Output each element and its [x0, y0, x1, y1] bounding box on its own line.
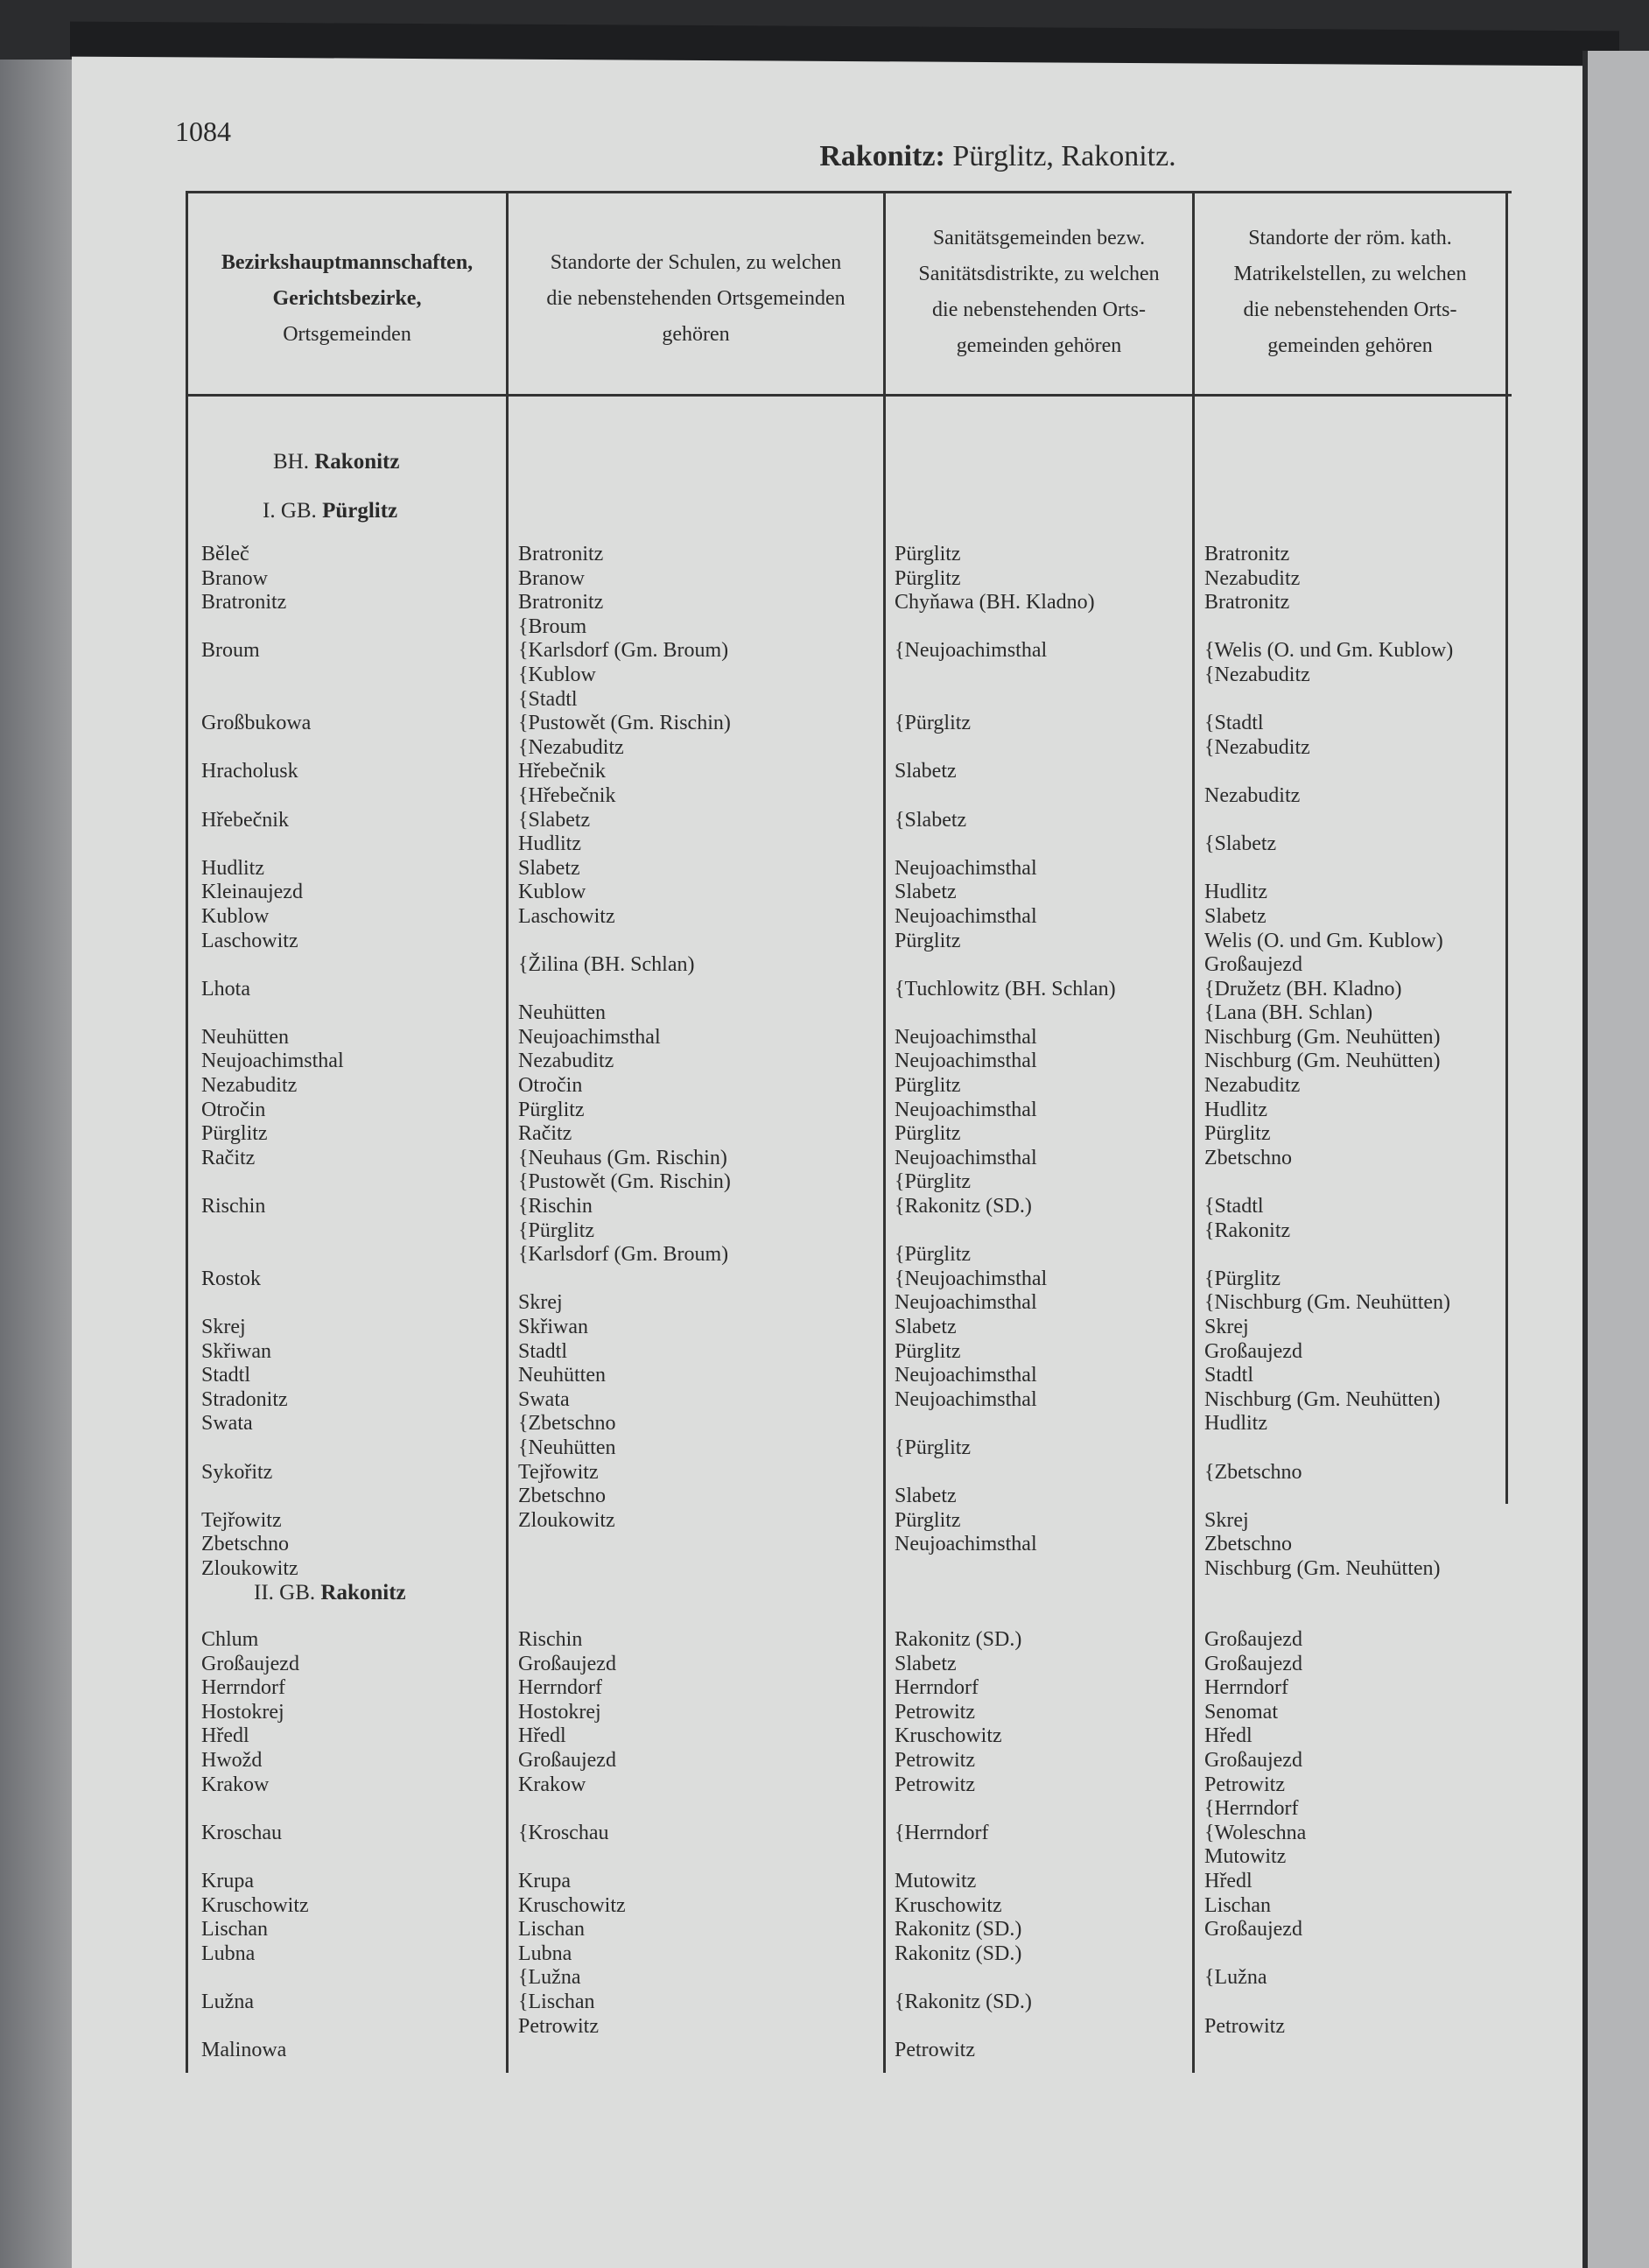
table-cell: {Slabetz [518, 808, 591, 832]
table-cell: Pürglitz [1204, 1122, 1271, 1146]
table-cell: Lischan [518, 1918, 585, 1941]
table-cell: Skrej [518, 1291, 563, 1315]
table-cell: {Pürglitz [518, 1218, 595, 1242]
table-cell: {Rakonitz [1204, 1218, 1291, 1242]
table-cell: Zloukowitz [518, 1508, 615, 1532]
table-cell: Neujoachimsthal [895, 1533, 1037, 1556]
table-cell: {Neuhaus (Gm. Rischin) [518, 1146, 727, 1169]
table-cell: Kroschau [201, 1821, 282, 1844]
table-cell: {Broum [518, 614, 587, 638]
table-left-rule [186, 191, 188, 2073]
sec1-col-schulen [518, 543, 731, 1533]
table-cell: Lhota [201, 977, 250, 1001]
table-cell: Neuhütten [518, 1364, 606, 1387]
table-cell: Skrej [201, 1316, 246, 1338]
table-cell: Hředl [1204, 1869, 1253, 1892]
table-cell: {Stadtl [1204, 712, 1264, 735]
table-cell: {Rakonitz (SD.) [895, 1990, 1032, 2013]
table-cell: {Lužna [518, 1966, 581, 1990]
table-cell: Bratronitz [1204, 543, 1290, 565]
table-cell: Tejřowitz [201, 1508, 282, 1532]
table-cell: Hudlitz [518, 832, 581, 856]
table-cell: Rischin [518, 1628, 583, 1651]
table-cell [201, 1001, 344, 1026]
table-cell: Pürglitz [895, 543, 961, 565]
table-cell: Lischan [1204, 1893, 1271, 1917]
table-cell: Petrowitz [895, 1748, 975, 1772]
table-cell: Rakonitz (SD.) [895, 1628, 1022, 1651]
table-cell [895, 615, 1116, 640]
table-cell: Skrej [1204, 1316, 1249, 1338]
table-cell: Zbetschno [518, 1485, 606, 1508]
table-cell: Neujoachimsthal [518, 1025, 661, 1049]
table-cell: Hwožd [201, 1748, 263, 1772]
header-col2: Standorte der Schulen, zu welchen die nebenstehenden Ortsgemeinden gehören [546, 251, 846, 346]
table-cell: Rostok [201, 1267, 262, 1290]
table-cell: Zbetschno [1204, 1533, 1292, 1556]
table-cell [518, 1267, 731, 1292]
table-cell: {Neujoachimsthal [895, 639, 1048, 663]
table-cell: Nischburg (Gm. Neuhütten) [1204, 1025, 1441, 1049]
table-cell: {Pürglitz [895, 1170, 972, 1194]
table-cell: Nezabuditz [518, 1050, 614, 1073]
sec1-col-matrikel [1204, 543, 1453, 1582]
table-cell: {Kroschau [518, 1821, 609, 1844]
table-cell: Slabetz [1204, 904, 1267, 928]
table-cell: Kruschowitz [518, 1893, 626, 1917]
table-cell: Malinowa [201, 2039, 287, 2062]
table-cell: Mutowitz [1204, 1845, 1287, 1869]
table-cell [518, 978, 731, 1002]
table-cell: Hřebečnik [201, 808, 289, 832]
table-cell: Kruschowitz [895, 1724, 1002, 1748]
table-cell: Großaujezd [518, 1748, 616, 1772]
page-number: 1084 [175, 116, 231, 147]
table-cell: Pürglitz [895, 1508, 961, 1532]
sec2-col-schulen [518, 1628, 626, 2039]
table-cell [895, 688, 1116, 713]
table-cell: {Karlsdorf (Gm. Broum) [518, 1243, 729, 1267]
table-cell [1204, 688, 1453, 713]
table-cell [895, 1845, 1032, 1870]
table-cell: {Nezabuditz [1204, 735, 1310, 759]
table-cell [201, 1485, 344, 1509]
table-cell: {Neujoachimsthal [895, 1267, 1048, 1290]
table-cell: Großaujezd [1204, 1652, 1302, 1675]
table-cell [895, 1219, 1116, 1244]
table-cell: Krupa [201, 1869, 254, 1892]
table-cell [201, 615, 344, 640]
table-cell: Herrndorf [518, 1676, 602, 1700]
table-cell: {Lužna [1204, 1966, 1267, 1990]
table-cell: Großaujezd [1204, 1628, 1302, 1651]
table-cell: {Nischburg (Gm. Neuhütten) [1204, 1291, 1451, 1315]
table-cell: Laschowitz [518, 904, 615, 928]
table-cell: Nischburg (Gm. Neuhütten) [1204, 1556, 1441, 1580]
table-cell [895, 1966, 1032, 1991]
table-cell: {Karlsdorf (Gm. Broum) [518, 639, 729, 663]
table-cell: Hředl [1204, 1724, 1253, 1748]
table-cell [201, 1966, 309, 1991]
table-cell [201, 664, 344, 688]
table-cell: {Rakonitz (SD.) [895, 1195, 1032, 1218]
table-cell: Neujoachimsthal [895, 856, 1037, 880]
table-cell: Slabetz [895, 760, 957, 783]
table-cell [1204, 615, 1453, 640]
table-cell: Račitz [518, 1122, 572, 1146]
table-cell [895, 1412, 1116, 1436]
table-cell: Herrndorf [1204, 1676, 1288, 1700]
sec1-col-ortsgemeinden [201, 543, 344, 1582]
table-cell: Branow [201, 566, 268, 590]
table-cell [201, 2015, 309, 2040]
table-cell: {Pustowět (Gm. Rischin) [518, 712, 731, 735]
table-cell: Chlum [201, 1628, 259, 1651]
table-cell: Kublow [518, 881, 586, 904]
table-cell: {Pürglitz [1204, 1267, 1281, 1290]
table-cell: Zbetschno [1204, 1146, 1292, 1169]
table-cell [895, 1797, 1032, 1822]
table-cell: Hředl [518, 1724, 566, 1748]
table-cell: Pürglitz [895, 1339, 961, 1363]
table-cell: {Nezabuditz [1204, 663, 1310, 686]
table-cell: {Pürglitz [895, 1243, 972, 1267]
table-cell: {Lana (BH. Schlan) [1204, 1001, 1373, 1025]
table-cell: Petrowitz [895, 1773, 975, 1796]
table-cell: Krakow [518, 1773, 586, 1796]
table-cell: Otročin [201, 1098, 266, 1121]
table-cell: Kublow [201, 904, 270, 928]
table-cell: Slabetz [895, 1316, 957, 1338]
table-cell: Lubna [201, 1941, 256, 1965]
table-cell: Pürglitz [518, 1098, 585, 1121]
running-head: Rakonitz: Pürglitz, Rakonitz. [819, 140, 1176, 172]
table-cell: {Tuchlowitz (BH. Schlan) [895, 977, 1116, 1001]
table-cell: Neujoachimsthal [895, 1146, 1037, 1169]
table-cell: {Pürglitz [895, 712, 972, 735]
table-cell [1204, 1991, 1306, 2015]
table-cell: {Slabetz [895, 808, 967, 832]
table-cell: {Woleschna [1204, 1821, 1307, 1844]
table-cell [518, 1845, 626, 1870]
left-edge [0, 0, 72, 2268]
table-cell: Branow [518, 566, 585, 590]
table-cell [895, 736, 1116, 761]
table-cell: Rakonitz (SD.) [895, 1941, 1022, 1965]
table-cell: Krupa [518, 1869, 571, 1892]
table-cell: Pürglitz [895, 566, 961, 590]
table-cell [518, 1797, 626, 1822]
table-cell: Nezabuditz [1204, 566, 1301, 590]
header-bottom-rule [186, 394, 1512, 397]
table-cell [1204, 1243, 1453, 1267]
table-cell [201, 1291, 344, 1316]
table-cell: {Zbetschno [1204, 1460, 1302, 1484]
table-cell: Herrndorf [201, 1676, 285, 1700]
table-cell [895, 1001, 1116, 1026]
table-cell: Großaujezd [1204, 1339, 1302, 1363]
table-cell: Pürglitz [201, 1122, 268, 1146]
table-cell: Petrowitz [895, 2039, 975, 2062]
table-cell: Hostokrej [518, 1700, 601, 1724]
table-cell: Broum [201, 639, 260, 663]
table-cell: Hředl [201, 1724, 249, 1748]
table-cell: Hudlitz [1204, 1412, 1267, 1436]
table-cell: Hostokrej [201, 1700, 284, 1724]
table-cell: Nezabuditz [1204, 783, 1301, 807]
table-cell: Rakonitz (SD.) [895, 1918, 1022, 1941]
table-cell: Stradonitz [201, 1387, 288, 1411]
table-cell: Lischan [201, 1918, 268, 1941]
table-right-rule [1505, 191, 1508, 1504]
table-cell: {Nezabuditz [518, 735, 624, 759]
table-cell: Hudlitz [201, 856, 264, 880]
table-cell: Herrndorf [895, 1676, 979, 1700]
table-cell: Tejřowitz [518, 1460, 599, 1484]
table-cell: Hudlitz [1204, 1098, 1267, 1121]
table-cell: Nischburg (Gm. Neuhütten) [1204, 1387, 1441, 1411]
table-cell: Petrowitz [1204, 1773, 1285, 1796]
table-cell: Swata [518, 1387, 570, 1411]
table-cell: Mutowitz [895, 1869, 977, 1892]
table-cell [895, 784, 1116, 809]
table-cell: Großaujezd [201, 1652, 299, 1675]
table-cell: {Stadtl [1204, 1195, 1264, 1218]
sec2-col-ortsgemeinden [201, 1628, 309, 2063]
col-rule-1 [506, 191, 509, 2073]
table-cell: Neujoachimsthal [201, 1050, 344, 1073]
table-cell: Slabetz [895, 881, 957, 904]
table-cell: Petrowitz [1204, 2014, 1285, 2038]
table-cell [1204, 809, 1453, 833]
table-cell: {Welis (O. und Gm. Kublow) [1204, 639, 1454, 663]
table-cell: Neujoachimsthal [895, 1387, 1037, 1411]
gb2-heading: II. GB. Rakonitz [254, 1581, 406, 1604]
table-cell [895, 832, 1116, 857]
table-cell [895, 664, 1116, 688]
table-cell: Großaujezd [1204, 1918, 1302, 1941]
table-cell: Stadtl [518, 1339, 568, 1363]
table-cell: Otročin [518, 1074, 583, 1098]
table-cell: Stadtl [201, 1364, 251, 1387]
table-cell: Welis (O. und Gm. Kublow) [1204, 929, 1443, 952]
table-cell: Stadtl [1204, 1364, 1254, 1387]
table-cell [201, 953, 344, 978]
table-cell: Kruschowitz [201, 1893, 309, 1917]
table-cell [895, 953, 1116, 978]
col-rule-3 [1192, 191, 1195, 2073]
right-edge [1588, 51, 1649, 2268]
table-cell: {Kublow [518, 663, 596, 686]
table-cell [1204, 1485, 1453, 1509]
gb1-heading: I. GB. Pürglitz [263, 499, 398, 523]
table-cell: Hřebečnik [518, 760, 606, 783]
table-cell: {Pustowět (Gm. Rischin) [518, 1170, 731, 1194]
table-cell [1204, 1170, 1453, 1195]
table-cell [201, 1845, 309, 1870]
col-rule-2 [883, 191, 886, 2073]
table-cell: {Slabetz [1204, 832, 1277, 856]
table-cell: {Zbetschno [518, 1412, 616, 1436]
table-cell: {Stadtl [518, 687, 578, 711]
table-cell [201, 736, 344, 761]
table-cell: Pürglitz [895, 1122, 961, 1146]
table-cell: {Lischan [518, 1990, 595, 2013]
table-cell: Großaujezd [518, 1652, 616, 1675]
table-cell: Lubna [518, 1941, 572, 1965]
table-cell [1204, 857, 1453, 881]
table-cell: {Hřebečnik [518, 783, 616, 807]
table-cell: Petrowitz [518, 2014, 599, 2038]
sec2-col-matrikel [1204, 1628, 1306, 2039]
table-cell: Neuhütten [201, 1025, 289, 1049]
table-cell [201, 784, 344, 809]
table-cell: Petrowitz [895, 1700, 975, 1724]
table-cell [895, 2015, 1032, 2040]
header-col1: Bezirkshauptmannschaften, Gerichtsbezirke, Ortsgemeinden [221, 251, 474, 346]
table-cell: Pürglitz [895, 929, 961, 952]
header-col4: Standorte der röm. kath. Matrikelstellen, zu welchen die nebenstehenden Orts- gemeinden gehören [1233, 227, 1467, 357]
table-cell: Skřiwan [518, 1316, 588, 1338]
table-cell: Swata [201, 1412, 253, 1436]
table-cell: {Neuhütten [518, 1436, 616, 1459]
table-cell: Neuhütten [518, 1001, 606, 1025]
table-cell: {Žilina (BH. Schlan) [518, 953, 695, 977]
table-cell [1204, 760, 1453, 784]
table-cell: {Družetz (BH. Kladno) [1204, 977, 1402, 1001]
table-cell [201, 1797, 309, 1822]
table-cell [201, 688, 344, 713]
bh-heading: BH. Rakonitz [273, 450, 400, 474]
table-cell: {Herrndorf [1204, 1797, 1299, 1821]
table-cell: Laschowitz [201, 929, 298, 952]
table-cell [1204, 1436, 1453, 1461]
table-cell: Kruschowitz [895, 1893, 1002, 1917]
table-cell: Rischin [201, 1195, 266, 1218]
table-cell [201, 1170, 344, 1195]
table-cell: Nezabuditz [201, 1074, 298, 1098]
table-cell: Bratronitz [1204, 591, 1290, 614]
table-cell: Krakow [201, 1773, 270, 1796]
table-cell: Pürglitz [895, 1074, 961, 1098]
table-cell: Kleinaujezd [201, 881, 303, 904]
table-cell [201, 1219, 344, 1244]
table-top-rule [186, 191, 1512, 193]
table-cell: Neujoachimsthal [895, 1364, 1037, 1387]
table-cell: {Pürglitz [895, 1436, 972, 1459]
table-cell: Neujoachimsthal [895, 1025, 1037, 1049]
table-cell: Nischburg (Gm. Neuhütten) [1204, 1050, 1441, 1073]
table-cell: {Herrndorf [895, 1821, 989, 1844]
table-cell: Bratronitz [201, 591, 287, 614]
table-cell: Zbetschno [201, 1533, 289, 1556]
table-cell: Hudlitz [1204, 881, 1267, 904]
table-cell: Bratronitz [518, 543, 604, 565]
table-cell: Skrej [1204, 1508, 1249, 1532]
table-cell: {Rischin [518, 1195, 593, 1218]
table-cell: Běleč [201, 543, 249, 565]
table-cell: Neujoachimsthal [895, 1050, 1037, 1073]
table-cell: Račitz [201, 1146, 256, 1169]
table-cell: Slabetz [895, 1485, 957, 1508]
table-cell: Slabetz [895, 1652, 957, 1675]
table-cell: Großaujezd [1204, 1748, 1302, 1772]
sec1-col-sanitaet [895, 543, 1116, 1557]
table-cell: Nezabuditz [1204, 1074, 1301, 1098]
table-cell: Zloukowitz [201, 1556, 298, 1580]
table-cell: Neujoachimsthal [895, 904, 1037, 928]
table-cell: Neujoachimsthal [895, 1291, 1037, 1315]
table-cell: Chyňawa (BH. Kladno) [895, 591, 1095, 614]
table-cell [518, 930, 731, 954]
table-cell: Großbukowa [201, 712, 312, 735]
table-cell [201, 832, 344, 857]
table-cell: Senomat [1204, 1700, 1278, 1724]
table-cell: Sykořitz [201, 1460, 273, 1484]
table-cell [895, 1461, 1116, 1485]
table-cell [201, 1436, 344, 1461]
table-cell: Skřiwan [201, 1339, 271, 1363]
table-cell: Slabetz [518, 856, 580, 880]
table-cell [201, 1243, 344, 1267]
header-col3: Sanitätsgemeinden bezw. Sanitätsdistrikte, zu welchen die nebenstehenden Orts- gemeinden gehören [918, 227, 1160, 357]
table-cell [1204, 1942, 1306, 1967]
table-cell: Großaujezd [1204, 953, 1302, 977]
table-cell: Bratronitz [518, 591, 604, 614]
table-cell: Neujoachimsthal [895, 1098, 1037, 1121]
sec2-col-sanitaet [895, 1628, 1032, 2063]
table-cell: Lužna [201, 1990, 254, 2013]
table-cell: Hracholusk [201, 760, 298, 783]
